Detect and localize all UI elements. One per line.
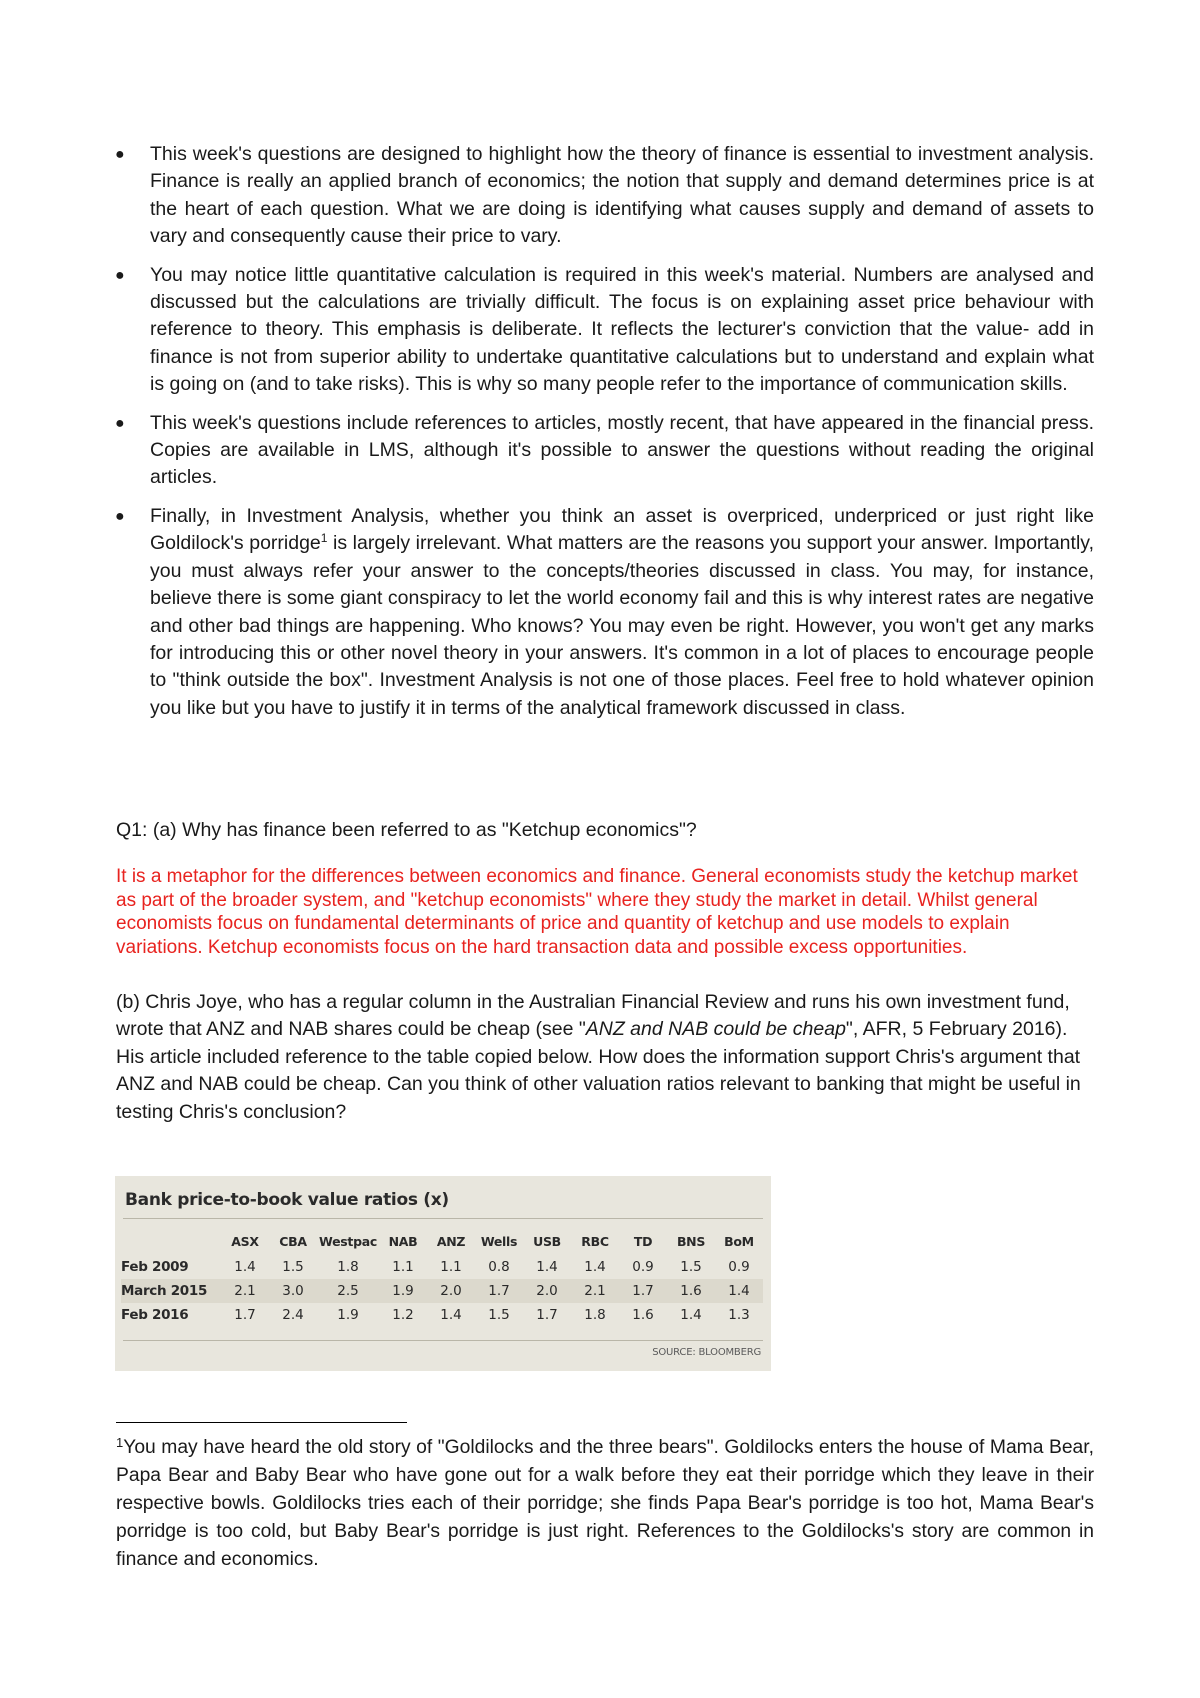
bullet-dot-icon: ● (115, 146, 125, 163)
table-cell: 2.5 (317, 1279, 379, 1303)
table-cell: 1.3 (728, 1307, 750, 1323)
question-1a: Q1: (a) Why has finance been referred to as "Ketchup economics"? (116, 819, 697, 841)
bullet-text: You may notice little quantitative calculation is required in this week's material. Numbers are analysed and discussed but the calculations are trivially difficult. The focus is on explaining asset price behaviour with reference to theory. This emphasis is deliberate. It reflects the lecturer's conviction that the value- add in finance is not from superior ability to undertake quantitative calculations but to understand and explain what is going on (and to take risks). This is why so many people refer to the importance of communication skills. (150, 263, 1094, 396)
table-column-header: ASX (231, 1234, 259, 1249)
footnote (116, 1434, 1094, 1574)
table-cell: 1.9 (379, 1279, 427, 1303)
table-cell: 1.4 (440, 1307, 462, 1323)
table-row-label: Feb 2009 (121, 1259, 189, 1275)
table-cell: 1.7 (475, 1279, 523, 1303)
table-cell: 1.6 (667, 1279, 715, 1303)
table-row (121, 1255, 763, 1279)
bullet-dot-icon: ● (115, 507, 125, 525)
table-row (121, 1303, 763, 1327)
ratios-table (121, 1234, 763, 1327)
footnote-text: You may have heard the old story of "Goldilocks and the three bears". Goldilocks enters the house of Mama Bear, Papa Bear and Baby Bear who have gone out for a walk before they eat their porridge which they leave in their respective bowls. Goldilocks tries each of their porridge; she finds Papa Bear's porridge is too hot, Mama Bear's porridge is too cold, but Baby Bear's porridge is just right. References to the Goldilocks's story are common in finance and economics. (116, 1437, 1094, 1570)
table-cell: 1.1 (392, 1259, 414, 1275)
intro-bullet-list (115, 141, 1094, 733)
table-header-row (121, 1234, 763, 1255)
table-cell: 2.4 (282, 1307, 304, 1323)
table-cell: 1.4 (536, 1259, 558, 1275)
table-title: Bank price-to-book value ratios (x) (125, 1190, 449, 1210)
footnote-separator (116, 1422, 407, 1423)
table-cell: 2.0 (427, 1279, 475, 1303)
table-cell: 0.9 (632, 1259, 654, 1275)
table-cell: 2.1 (221, 1279, 269, 1303)
bullet-text: This week's questions are designed to highlight how the theory of finance is essential to investment analysis. Finance is really an applied branch of economics; the notion that supply and demand determines price is at the heart of each question. What we are doing is identifying what causes supply and demand of assets to vary and consequently cause their price to vary. (150, 143, 1094, 248)
table-cell: 1.5 (282, 1259, 304, 1275)
table-divider (123, 1218, 763, 1219)
table-column-header: BoM (724, 1234, 754, 1249)
table-cell: 1.4 (715, 1279, 763, 1303)
bullet-dot-icon: ● (115, 414, 125, 432)
article-title: ANZ and NAB could be cheap (585, 1018, 846, 1041)
table-cell: 1.4 (234, 1259, 256, 1275)
table-column-header: Wells (480, 1234, 518, 1249)
table-cell: 1.4 (680, 1307, 702, 1323)
table-column-header: RBC (581, 1234, 609, 1249)
table-cell: 1.7 (619, 1279, 667, 1303)
table-cell: 2.1 (571, 1279, 619, 1303)
footnote-marker: 1 (116, 1435, 124, 1450)
question-1b (116, 989, 1096, 1126)
table-row-label: Feb 2016 (121, 1307, 189, 1323)
bullet-text-after: is largely irrelevant. What matters are the reasons you support your answer. Importantly, you must always refer your answer to the concepts/theories discussed in class. You may, for instance, believe there is some giant conspiracy to let the world economy fail and this is why interest rates are negative and other bad things are happening. Who knows? You may even be right. However, you won't get any marks for introducing this or other novel theory in your answers. It's common in a lot of places to encourage people to "think outside the box". Investment Analysis is not one of those places. Feel free to hold whatever opinion you like but you have to justify it in terms of the analytical framework discussed in class. (150, 532, 1094, 719)
table-column-header: Westpac (319, 1234, 377, 1249)
table-cell: 1.7 (536, 1307, 558, 1323)
table-column-header: ANZ (436, 1234, 466, 1249)
table-cell: 1.2 (392, 1307, 414, 1323)
table-source: SOURCE: BLOOMBERG (652, 1347, 761, 1358)
footnote-reference[interactable]: 1 (320, 531, 328, 546)
bullet-item (115, 262, 1094, 399)
table-header-corner (121, 1234, 221, 1255)
bullet-item (115, 503, 1094, 722)
table-cell: 1.8 (584, 1307, 606, 1323)
table-column-header: NAB (388, 1234, 418, 1249)
table-cell: 0.8 (488, 1259, 510, 1275)
table-cell: 1.8 (337, 1259, 359, 1275)
bullet-dot-icon: ● (115, 266, 125, 284)
table-row (121, 1279, 763, 1303)
table-column-header: USB (533, 1234, 561, 1249)
table-column-header: BNS (676, 1234, 706, 1249)
table-column-header: TD (633, 1234, 653, 1249)
table-divider (123, 1340, 763, 1341)
question-1b-text-before: (b) Chris Joye, who has a regular column in the Australian Financial Review and runs his own investment fund, wrote that ANZ and NAB shares could be cheap (see " (116, 991, 1070, 1041)
table-row-label: March 2015 (121, 1279, 221, 1303)
table-cell: 1.9 (337, 1307, 359, 1323)
table-cell: 1.6 (632, 1307, 654, 1323)
table-cell: 1.7 (234, 1307, 256, 1323)
bullet-text: This week's questions include references to articles, mostly recent, that have appeared in the financial press. Copies are available in LMS, although it's possible to answer the questions without reading the original articles. (150, 411, 1094, 489)
table-cell: 1.5 (488, 1307, 510, 1323)
table-cell: 0.9 (728, 1259, 750, 1275)
bullet-item (115, 141, 1094, 251)
table-cell: 1.5 (680, 1259, 702, 1275)
bullet-item (115, 410, 1094, 492)
table-cell: 3.0 (269, 1279, 317, 1303)
bullet-text-before: Finally, in Investment Analysis, whether you think an asset is overpriced, underpriced or just right like Goldilock's porridge (150, 504, 1094, 555)
table-column-header: CBA (279, 1234, 307, 1249)
table-cell: 2.0 (523, 1279, 571, 1303)
table-cell: 1.1 (440, 1259, 462, 1275)
price-to-book-table-figure (115, 1176, 771, 1371)
answer-1a: It is a metaphor for the differences between economics and finance. General economists study the ketchup market as part of the broader system, and "ketchup economists" where they study the market in detail. Whilst general economists focus on fundamental determinants of price and quantity of ketchup and use models to explain variations. Ketchup economists focus on the hard transaction data and possible excess opportunities. (116, 866, 1078, 958)
table-cell: 1.4 (584, 1259, 606, 1275)
question-1b-text-after: ", AFR, 5 February 2016). His article included reference to the table copied below. How does the information support Chris's argument that ANZ and NAB could be cheap. Can you think of other valuation ratios relevant to banking that might be useful in testing Chris's conclusion? (116, 1018, 1081, 1123)
